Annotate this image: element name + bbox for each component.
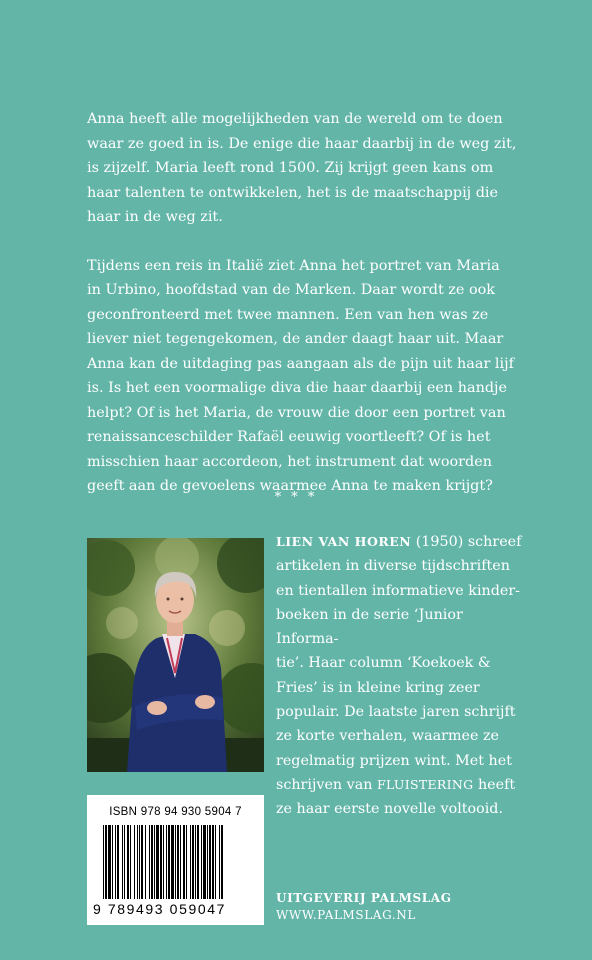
barcode-bar — [154, 825, 155, 899]
barcode-bar — [201, 825, 202, 899]
barcode-bar — [215, 825, 216, 899]
author-photo — [87, 538, 264, 772]
barcode-bar — [209, 825, 211, 899]
barcode-bar — [130, 825, 131, 899]
back-cover-blurb — [87, 107, 517, 523]
bio-line: tie’. Haar column ‘Koekoek & — [276, 655, 491, 672]
barcode-bar — [197, 825, 199, 899]
blurb-line: misschien haar accordeon, het instrument dat woorden — [87, 453, 493, 470]
barcode-bar — [177, 825, 179, 899]
barcode-bar — [108, 825, 111, 899]
section-separator: * * * — [274, 490, 318, 505]
bio-line: regelmatig prijzen wint. Met het — [276, 752, 512, 769]
blurb-line: Anna kan de uitdaging pas aangaan als de pijn uit haar lijf — [87, 355, 514, 372]
barcode-bar — [163, 825, 164, 899]
blurb-line: liever niet tegengekomen, de ander daagt haar uit. Maar — [87, 331, 504, 347]
book-title: FLUISTERING — [377, 776, 474, 792]
isbn-label: ISBN 978 94 930 5904 7 — [109, 806, 242, 818]
barcode-bar — [192, 825, 194, 899]
barcode-bar — [171, 825, 174, 899]
bio-line: en tientallen informatieve kinder- — [276, 582, 521, 599]
bio-text: schreef — [463, 534, 522, 550]
blurb-line: is zijzelf. Maria leeft rond 1500. Zij krijgt geen kans om — [87, 160, 494, 176]
bio-line: schrijven van — [276, 776, 378, 793]
barcode-bar — [141, 825, 143, 899]
barcode-bar — [212, 825, 214, 899]
blurb-line: Anna heeft alle mogelijkheden van de wereld om te doen — [87, 111, 503, 127]
publisher-info — [276, 890, 452, 924]
barcode-bar — [175, 825, 176, 899]
blurb-line: geeft aan de gevoelens waarmee Anna te maken krijgt? — [87, 478, 493, 494]
blurb-line: geconfronteerd met twee mannen. Een van hen was ze — [87, 306, 489, 323]
publisher-name: UITGEVERIJ PALMSLAG — [276, 891, 452, 905]
author-birth-year: (1950) — [415, 534, 464, 550]
barcode-bar — [207, 825, 208, 899]
blurb-paragraph-1 — [87, 107, 517, 230]
barcode-bar — [139, 825, 140, 899]
barcode-bar — [186, 825, 187, 899]
barcode-bar — [219, 825, 220, 899]
blurb-paragraph-2 — [87, 254, 517, 499]
barcode-bar — [134, 825, 135, 899]
barcode-bar — [149, 825, 150, 899]
barcode-bar — [156, 825, 159, 899]
author-name: LIEN VAN HOREN — [276, 534, 412, 549]
barcode-bar — [183, 825, 185, 899]
barcode-bar — [124, 825, 125, 899]
blurb-line: renaissanceschilder Rafaël eeuwig voortleeft? Of is het — [87, 429, 491, 445]
bio-line: boeken in de serie ‘Junior Informa- — [276, 606, 463, 648]
isbn-digits: 9 789493 059047 — [93, 901, 226, 917]
bio-line: artikelen in diverse tijdschriften — [276, 558, 510, 575]
barcode-bar — [160, 825, 162, 899]
barcode-bar — [105, 825, 107, 899]
bio-line: Fries’ is in kleine kring zeer — [276, 679, 480, 696]
blurb-line: haar in de weg zit. — [87, 209, 223, 225]
blurb-line: Tijdens een reis in Italië ziet Anna het portret van Maria — [87, 257, 500, 274]
blurb-line: haar talenten te ontwikkelen, het is de maatschappij die — [87, 184, 499, 201]
isbn-barcode — [87, 795, 264, 925]
barcode-bar — [117, 825, 119, 899]
barcode-bar — [221, 825, 223, 899]
barcode-bar — [203, 825, 206, 899]
publisher-url: WWW.PALMSLAG.NL — [276, 908, 416, 922]
bio-line: heeft — [473, 776, 516, 793]
blurb-line: in Urbino, hoofdstad van de Marken. Daar wordt ze ook — [87, 282, 496, 298]
barcode-bar — [145, 825, 146, 899]
barcode-bar — [168, 825, 170, 899]
blurb-line: waar ze goed in is. De enige die haar daarbij in de weg zit, — [87, 135, 517, 152]
barcode-bar — [127, 825, 129, 899]
author-bio — [276, 530, 526, 822]
barcode-bar — [112, 825, 113, 899]
bio-line: ze haar eerste novelle voltooid. — [276, 801, 504, 818]
blurb-line: is. Is het een voormalige diva die haar daarbij een handje — [87, 380, 508, 396]
barcode-bar — [103, 825, 104, 899]
barcode-bar — [166, 825, 167, 899]
bio-line: ze korte verhalen, waarmee ze — [276, 728, 499, 745]
barcode-bar — [151, 825, 153, 899]
blurb-line: helpt? Of is het Maria, de vrouw die door een portret van — [87, 404, 506, 421]
barcode-bar — [115, 825, 116, 899]
bio-line: populair. De laatste jaren schrijft — [276, 704, 516, 721]
barcode-bar — [195, 825, 196, 899]
barcode-bar — [137, 825, 138, 899]
barcode-bar — [180, 825, 181, 899]
barcode-bar — [190, 825, 191, 899]
barcode-bar — [122, 825, 123, 899]
